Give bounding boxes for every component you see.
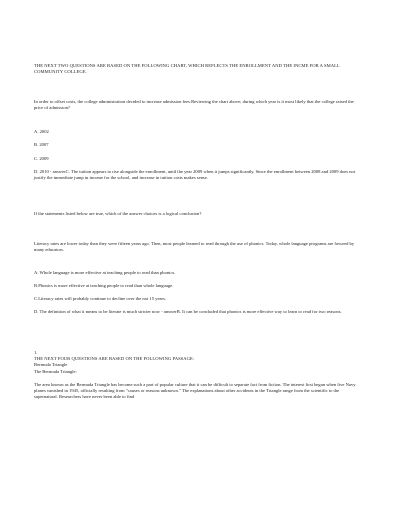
passage-body: The area known as the Bermuda Triangle has become such a part of popular culture that it can be difficult to separate fact from fiction. The interest first began when five Navy planes vanished in 1945, officially resulting from "causes or reasons unknown." The explanations about other accidents in the Triangle range from the scientific to the supernatural. Researchers have never been able to find [34,382,356,399]
question-1-option-b: B. 2007 [34,142,49,147]
question-1-option-d-answer: D. 2010 - answerC. The tuition appears to rise alongside the enrollment, until the year 2009 when it jumps significantly. Since the enrollment between 2008 and 2009 does not justify the immediate jump in income for the school, and increase in tuition costs makes sense. [34,169,356,180]
question-2-option-d-answer: D. The definition of what it means to be literate is much stricter now - answerB. It can be concluded that phonics is more effective way to learn to read for two reasons. [34,309,342,314]
question-2-stem: If the statements listed below are true, which of the answer choices is a logical conclusion? [34,211,202,216]
question-2-option-a: A. Whole language is more effective at teaching people to read than phonics. [34,270,176,275]
question-2-passage: Literacy rates are lower today than they were fifteen years ago. Then, most people learned to read through the use of phonics. Today, whole language programs are favored by many educators. [34,241,355,252]
question-2-option-b: B.Phonics is more effective at teaching people to read than whole language. [34,283,174,288]
chart-questions-heading: THE NEXT TWO QUESTIONS ARE BASED ON THE FOLLOWING CHART, WHICH REFLECTS THE ENROLLMENT AND THE INCME FOR A SMALL COMMUNITY COLLEGE. [34,63,340,74]
question-1-stem: In order to offset costs, the college administration decided to increase admission fees.Reviewing the chart above; during which year is it most likely that the college raised the price of admission? [34,99,354,110]
passage-questions-intro: THE NEXT FOUR QUESTIONS ARE BASED ON THE FOLLOWING PASSAGE: [34,356,195,361]
question-1-option-c: C. 2009 [34,156,49,161]
section-number: 1. [34,350,38,355]
question-2-option-c: C.Literacy rates will probably continue to decline over the nxt 15 years. [34,296,167,301]
section-title: Bermuda Triangle [34,362,68,367]
question-1-option-a: A. 2002 [34,129,49,134]
passage-title: The Bermuda Triangle: [34,369,77,374]
